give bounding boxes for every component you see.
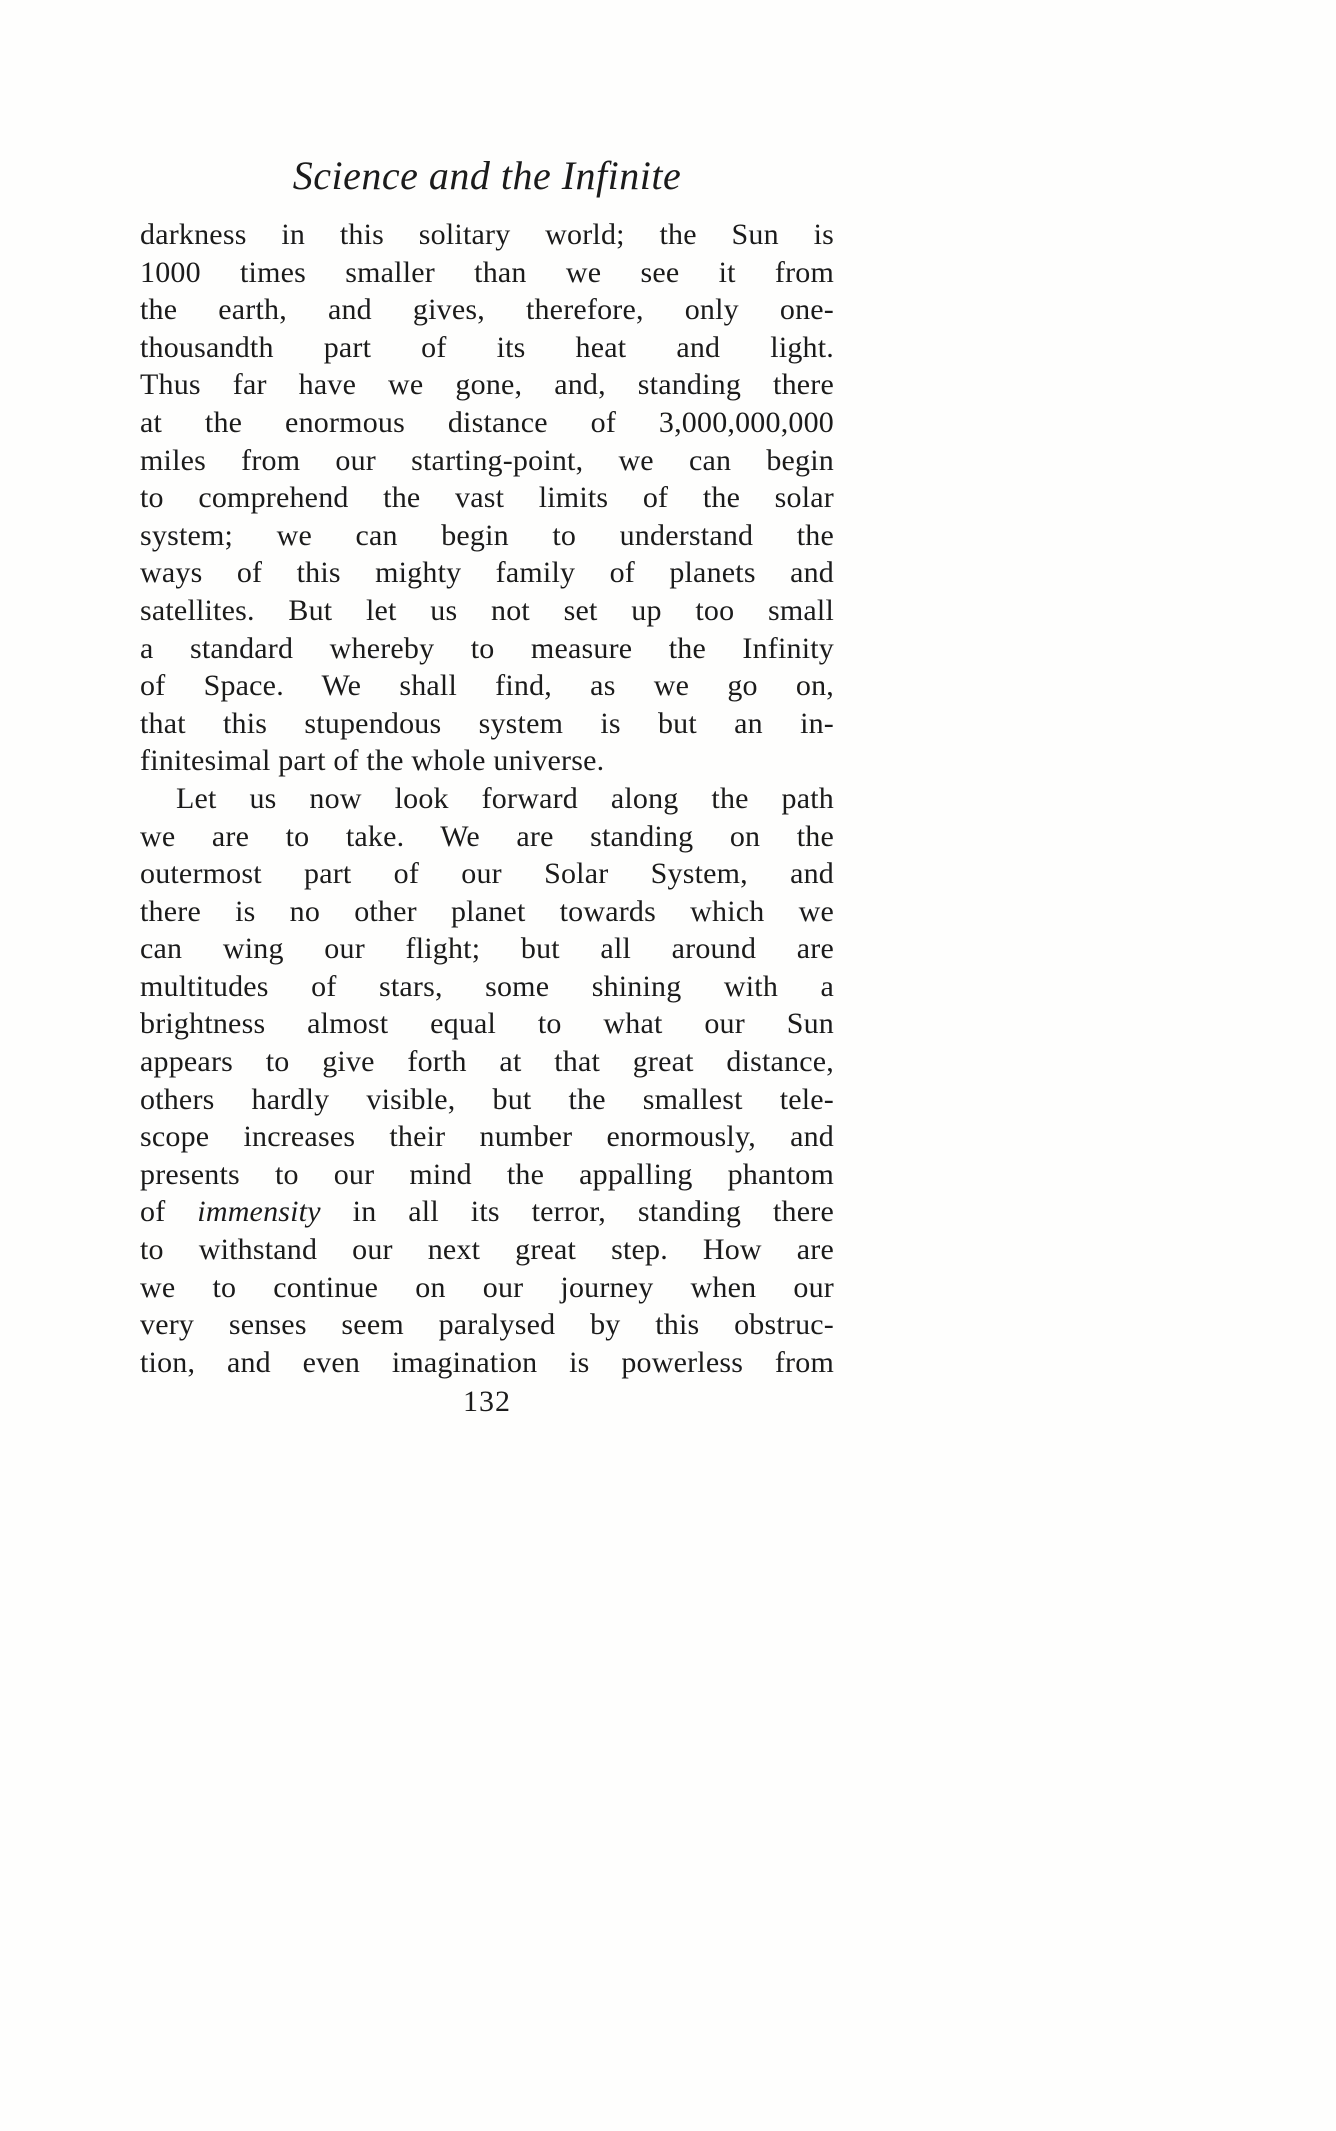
paragraph: [140, 780, 834, 1382]
text-line: darkness in this solitary world; the Sun is: [140, 218, 834, 251]
text-line: system; we can begin to understand the: [140, 518, 834, 552]
page-title: Science and the Infinite: [292, 153, 682, 198]
text-line: to comprehend the vast limits of the solar: [140, 481, 834, 515]
text-line: we are to take. We are standing on the: [140, 819, 834, 853]
paragraph: [140, 216, 834, 780]
text-line: appears to give forth at that great distance,: [140, 1045, 834, 1079]
text-line: we to continue on our journey when our: [140, 1270, 834, 1304]
text-line: 1000 times smaller than we see it from: [140, 255, 834, 289]
text-line: brightness almost equal to what our Sun: [140, 1007, 834, 1041]
page-number: 132: [463, 1385, 511, 1419]
text-line: to withstand our next great step. How are: [140, 1233, 834, 1267]
text-line: the earth, and gives, therefore, only one-: [140, 293, 834, 327]
text-line: outermost part of our Solar System, and: [140, 857, 834, 891]
body-text: [140, 216, 834, 1381]
text-block: [140, 152, 834, 1422]
text-line: finitesimal part of the whole universe.: [140, 744, 605, 778]
text-line: miles from our starting-point, we can begin: [140, 443, 834, 477]
text-line: ways of this mighty family of planets and: [140, 556, 834, 590]
text-line: a standard whereby to measure the Infinity: [140, 631, 834, 665]
text-line: scope increases their number enormously, and: [140, 1120, 834, 1154]
text-line: Let us now look forward along the path: [176, 781, 834, 815]
text-line: thousandth part of its heat and light.: [140, 330, 834, 364]
text-line: that this stupendous system is but an in-: [140, 706, 834, 740]
text-line: Thus far have we gone, and, standing there: [140, 368, 834, 402]
text-line: multitudes of stars, some shining with a: [140, 969, 834, 1003]
text-line: can wing our flight; but all around are: [140, 932, 834, 966]
text-line: at the enormous distance of 3,000,000,000: [140, 405, 834, 439]
text-line: satellites. But let us not set up too small: [140, 593, 834, 627]
text-line: of immensity in all its terror, standing there: [140, 1195, 834, 1229]
text-line: of Space. We shall find, as we go on,: [140, 669, 834, 703]
text-line: very senses seem paralysed by this obstruc-: [140, 1308, 834, 1342]
text-line: presents to our mind the appalling phantom: [140, 1157, 834, 1191]
text-line: there is no other planet towards which we: [140, 894, 834, 928]
text-line: tion, and even imagination is powerless from: [140, 1345, 834, 1379]
text-line: others hardly visible, but the smallest tele-: [140, 1082, 834, 1116]
